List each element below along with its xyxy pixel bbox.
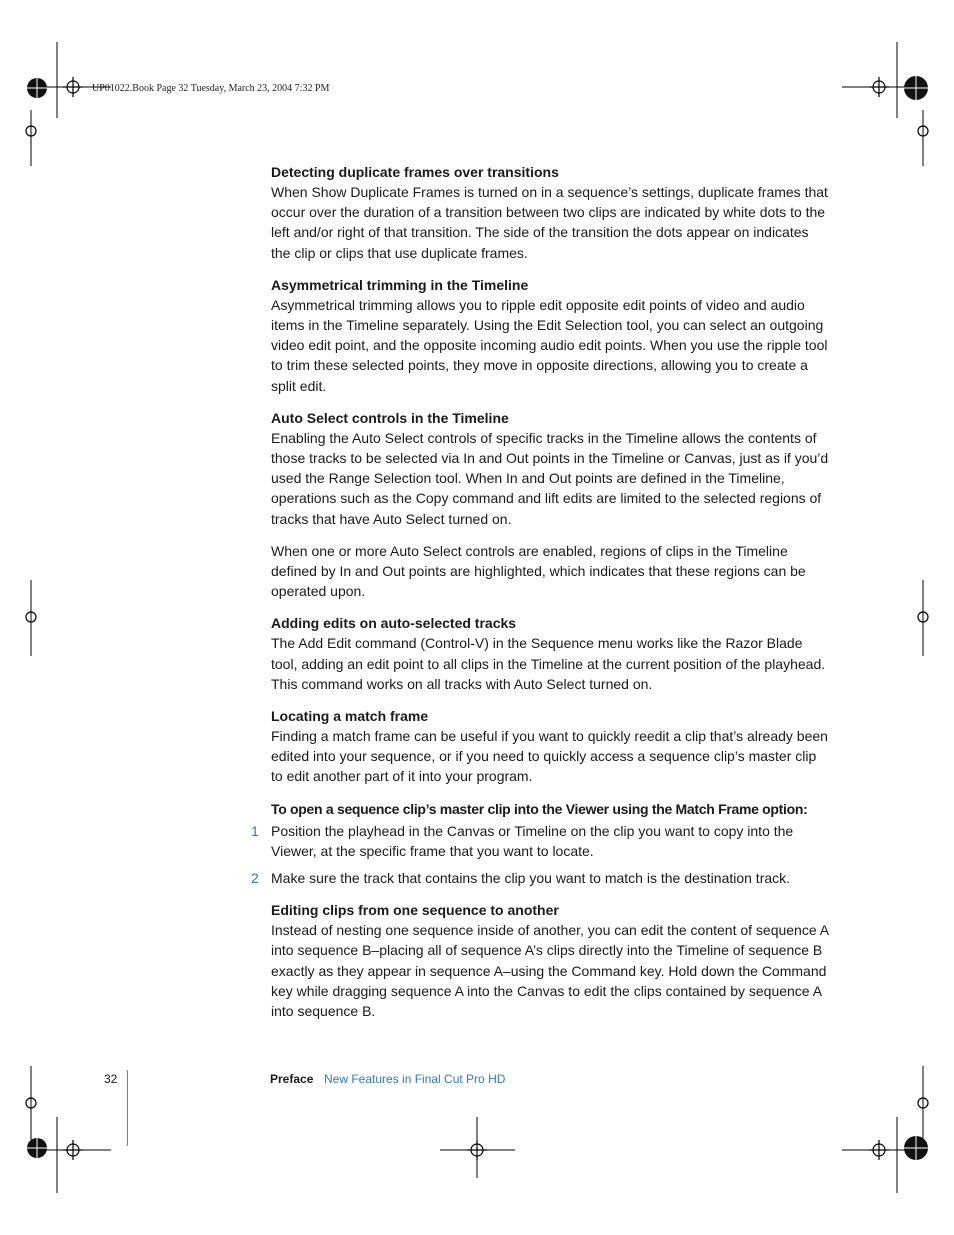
print-slug: UP01022.Book Page 32 Tuesday, March 23, 2004 7:32 PM (92, 83, 330, 94)
section-match-frame (271, 706, 831, 787)
section-heading: Locating a match frame (271, 708, 429, 725)
footer-rule (127, 1070, 128, 1146)
section-adding-edits (271, 613, 831, 694)
task-match-frame (251, 799, 831, 889)
section-duplicate-frames (271, 162, 831, 263)
section-heading: Adding edits on auto-selected tracks (271, 615, 517, 632)
step-1 (251, 821, 831, 861)
section-heading: Auto Select controls in the Timeline (271, 409, 509, 426)
section-body: Asymmetrical trimming allows you to ripple edit opposite edit points of video and audio items in the Timeline separately. Using the Edit Selection tool, you can select an outgoing video edit point, and the opposite incoming audio edit points. When you use the ripple tool to trim these selected points, they move in opposite directions, allowing you to create a split edit. (271, 296, 828, 394)
section-editing-clips (271, 900, 831, 1021)
footer-chapter-link[interactable]: New Features in Final Cut Pro HD (324, 1072, 506, 1086)
page-content (251, 162, 831, 1021)
section-heading: Editing clips from one sequence to another (271, 902, 559, 919)
step-number: 2 (251, 870, 259, 887)
step-number: 1 (251, 822, 259, 839)
section-heading: Detecting duplicate frames over transitions (271, 164, 559, 180)
section-body: Enabling the Auto Select controls of specific tracks in the Timeline allows the contents of those tracks to be selected via In and Out points in the Timeline or Canvas, just as if you’d used the Range Selection tool. When In and Out points are defined in the Timeline, operations such as the Copy command and lift edits are limited to the selected regions of tracks that have Auto Select turned on. (271, 429, 829, 527)
page-number: 32 (104, 1072, 118, 1086)
task-heading: To open a sequence clip’s master clip into the Viewer using the Match Frame option: (271, 800, 808, 817)
section-asymmetrical-trimming (271, 275, 831, 396)
section-body: Finding a match frame can be useful if you want to quickly reedit a clip that’s already been edited into your sequence, or if you need to quickly access a sequence clip’s master clip to edit another part of it into your program. (271, 728, 828, 785)
step-text: Position the playhead in the Canvas or Timeline on the clip you want to copy into the Viewer, at the specific frame that you want to locate. (271, 822, 794, 859)
section-auto-select (271, 408, 831, 602)
section-body: The Add Edit command (Control-V) in the Sequence menu works like the Razor Blade tool, adding an edit point to all clips in the Timeline at the current position of the playhead. This command works on all tracks with Auto Select turned on. (271, 635, 826, 692)
step-text: Make sure the track that contains the clip you want to match is the destination track. (271, 870, 791, 887)
section-body: Instead of nesting one sequence inside of another, you can edit the content of sequence A into sequence B–placing all of sequence A’s clips directly into the Timeline of sequence B exactly as they appear in sequence A–using the Command key. Hold down the Command key while dragging sequence A into the Canvas to edit the clips contained by sequence A into sequence B. (271, 922, 829, 1020)
section-body-2: When one or more Auto Select controls are enabled, regions of clips in the Timeline defined by In and Out points are highlighted, which indicates that these regions can be operated upon. (271, 542, 806, 600)
section-body: When Show Duplicate Frames is turned on in a sequence’s settings, duplicate frames that occur over the duration of a transition between two clips are indicated by white dots to the left and/or right of that transition. The side of the transition the dots appear on indicates the clip or clips that use duplicate frames. (271, 184, 828, 261)
step-2 (251, 868, 831, 888)
section-heading: Asymmetrical trimming in the Timeline (271, 276, 529, 293)
footer-section: Preface (270, 1072, 314, 1086)
